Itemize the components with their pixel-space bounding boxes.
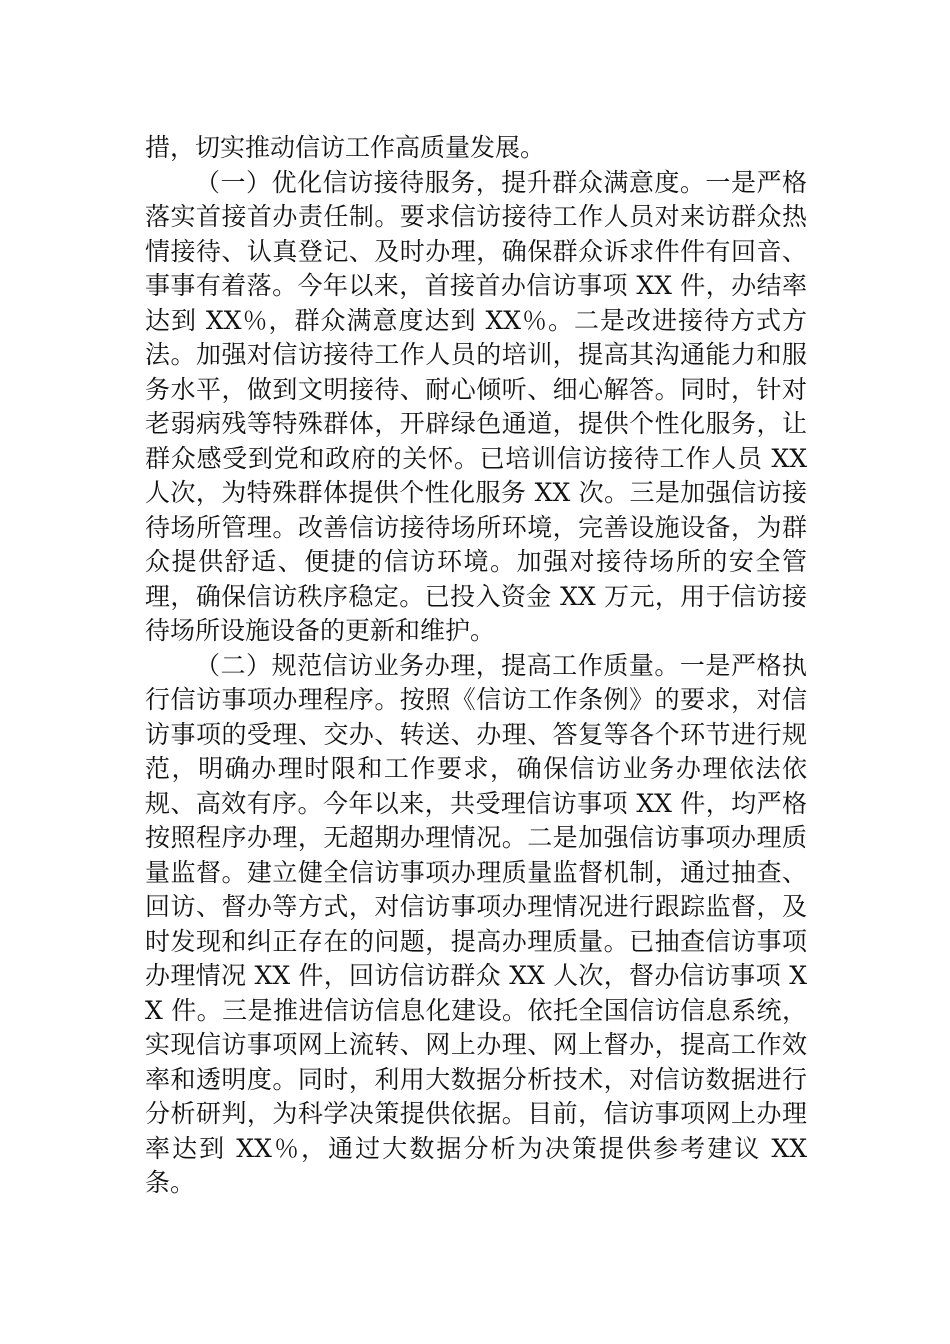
paragraph-section-two: （二）规范信访业务办理，提高工作质量。一是严格执行信访事项办理程序。按照《信访工作条例》的要求，对信访事项的受理、交办、转送、办理、答复等各个环节进行规范，明确办理时限和工作要求，确保信访业务办理依法依规、高效有序。今年以来，共受理信访事项 XX 件，均严格按照程序办理，无超期办理情况。二是加强信访事项办理质量监督。建立健全信访事项办理质量监督机制，通过抽查、回访、督办等方式，对信访事项办理情况进行跟踪监督，及时发现和纠正存在的问题，提高办理质量。已抽查信访事项办理情况 XX 件，回访信访群众 XX 人次，督办信访事项 XX 件。三是推进信访信息化建设。依托全国信访信息系统，实现信访事项网上流转、网上办理、网上督办，提高工作效率和透明度。同时，利用大数据分析技术，对信访数据进行分析研判，为科学决策提供依据。目前，信访事项网上办理率达到 XX％，通过大数据分析为决策提供参考建议 XX 条。 [145,650,807,1197]
paragraph-continuation: 措，切实推动信访工作高质量发展。 [145,133,546,162]
paragraph-section-one: （一）优化信访接待服务，提升群众满意度。一是严格落实首接首办责任制。要求信访接待工作人员对来访群众热情接待、认真登记、及时办理，确保群众诉求件件有回音、事事有着落。今年以来，首接首办信访事项 XX 件，办结率达到 XX％，群众满意度达到 XX％。二是改进接待方式方法。加强对信访接待工作人员的培训，提高其沟通能力和服务水平，做到文明接待、耐心倾听、细心解答。同时，针对老弱病残等特殊群体，开辟绿色通道，提供个性化服务，让群众感受到党和政府的关怀。已培训信访接待工作人员 XX 人次，为特殊群体提供个性化服务 XX 次。三是加强信访接待场所管理。改善信访接待场所环境，完善设施设备，为群众提供舒适、便捷的信访环境。加强对接待场所的安全管理，确保信访秩序稳定。已投入资金 XX 万元，用于信访接待场所设施设备的更新和维护。 [145,167,807,645]
document-body [145,131,807,1201]
